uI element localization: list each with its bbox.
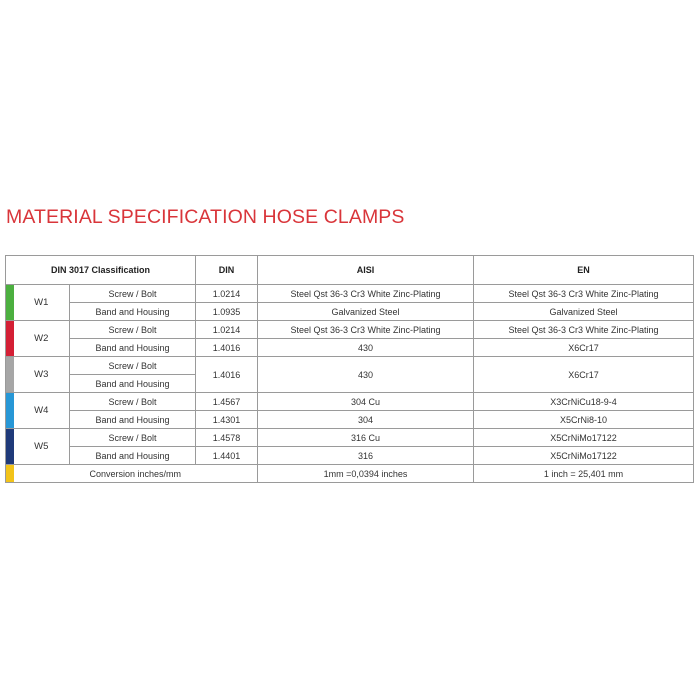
table-row <box>6 321 694 339</box>
table-row <box>6 429 694 447</box>
din-cell: 1.4401 <box>196 447 258 465</box>
aisi-cell: 430 <box>258 357 474 393</box>
conversion-en: 1 inch = 25,401 mm <box>474 465 694 483</box>
part-cell: Screw / Bolt <box>70 285 196 303</box>
class-label-w3: W3 <box>14 357 70 393</box>
color-bar-w1 <box>6 285 14 321</box>
en-cell: X5CrNiMo17122 <box>474 429 694 447</box>
part-cell: Screw / Bolt <box>70 393 196 411</box>
aisi-cell: Steel Qst 36-3 Cr3 White Zinc-Plating <box>258 321 474 339</box>
header-aisi: AISI <box>258 256 474 285</box>
header-en: EN <box>474 256 694 285</box>
din-cell: 1.4578 <box>196 429 258 447</box>
part-cell: Band and Housing <box>70 375 196 393</box>
part-cell: Screw / Bolt <box>70 357 196 375</box>
en-cell: Steel Qst 36-3 Cr3 White Zinc-Plating <box>474 285 694 303</box>
table-header-row <box>6 256 694 285</box>
en-cell: Galvanized Steel <box>474 303 694 321</box>
color-bar-w3 <box>6 357 14 393</box>
din-cell: 1.4301 <box>196 411 258 429</box>
table-row <box>6 393 694 411</box>
conversion-label: Conversion inches/mm <box>14 465 258 483</box>
conversion-row <box>6 465 694 483</box>
table-row <box>6 303 694 321</box>
part-cell: Band and Housing <box>70 447 196 465</box>
table-row <box>6 447 694 465</box>
part-cell: Band and Housing <box>70 411 196 429</box>
color-bar-w2 <box>6 321 14 357</box>
part-cell: Band and Housing <box>70 339 196 357</box>
en-cell: X6Cr17 <box>474 357 694 393</box>
table-row <box>6 357 694 375</box>
aisi-cell: Steel Qst 36-3 Cr3 White Zinc-Plating <box>258 285 474 303</box>
aisi-cell: 430 <box>258 339 474 357</box>
en-cell: X5CrNiMo17122 <box>474 447 694 465</box>
en-cell: X5CrNi8-10 <box>474 411 694 429</box>
class-label-w5: W5 <box>14 429 70 465</box>
din-cell: 1.0214 <box>196 285 258 303</box>
header-classification: DIN 3017 Classification <box>6 256 196 285</box>
din-cell: 1.4567 <box>196 393 258 411</box>
en-cell: Steel Qst 36-3 Cr3 White Zinc-Plating <box>474 321 694 339</box>
page-title: MATERIAL SPECIFICATION HOSE CLAMPS <box>6 206 405 228</box>
part-cell: Band and Housing <box>70 303 196 321</box>
part-cell: Screw / Bolt <box>70 321 196 339</box>
class-label-w2: W2 <box>14 321 70 357</box>
din-cell: 1.0214 <box>196 321 258 339</box>
aisi-cell: 304 Cu <box>258 393 474 411</box>
color-bar-w4 <box>6 393 14 429</box>
en-cell: X6Cr17 <box>474 339 694 357</box>
table-row <box>6 285 694 303</box>
color-bar-w5 <box>6 429 14 465</box>
en-cell: X3CrNiCu18-9-4 <box>474 393 694 411</box>
din-cell: 1.0935 <box>196 303 258 321</box>
din-cell: 1.4016 <box>196 357 258 393</box>
table-row <box>6 411 694 429</box>
aisi-cell: 316 Cu <box>258 429 474 447</box>
header-din: DIN <box>196 256 258 285</box>
class-label-w4: W4 <box>14 393 70 429</box>
part-cell: Screw / Bolt <box>70 429 196 447</box>
aisi-cell: 304 <box>258 411 474 429</box>
color-bar-conversion <box>6 465 14 483</box>
class-label-w1: W1 <box>14 285 70 321</box>
material-spec-table <box>5 255 694 483</box>
din-cell: 1.4016 <box>196 339 258 357</box>
aisi-cell: Galvanized Steel <box>258 303 474 321</box>
table-row <box>6 339 694 357</box>
conversion-aisi: 1mm =0,0394 inches <box>258 465 474 483</box>
aisi-cell: 316 <box>258 447 474 465</box>
